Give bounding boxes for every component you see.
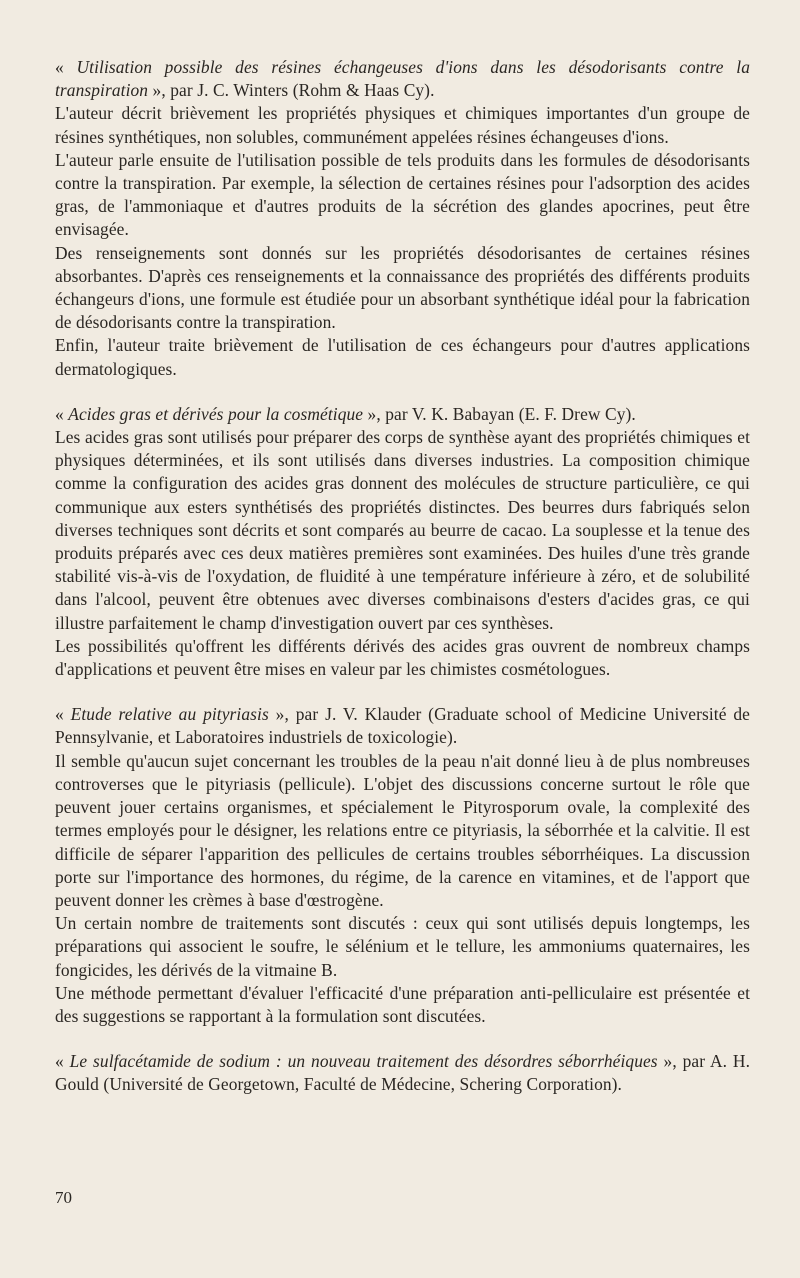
abstract-2 (55, 403, 750, 681)
abstract-paragraph: Enfin, l'auteur traite brièvement de l'utilisation de ces échangeurs pour d'autres applications dermatologiques. (55, 335, 750, 379)
abstract-1 (55, 56, 750, 381)
abstract-heading: « Utilisation possible des résines échangeuses d'ions dans les désodorisants contre la transpiration », par J. C. Winters (Rohm & Haas Cy). (55, 57, 750, 101)
article-byline: », par J. C. Winters (Rohm & Haas Cy). (148, 80, 435, 101)
abstract-paragraph: Un certain nombre de traitements sont discutés : ceux qui sont utilisés depuis longtemps, les préparations qui associent le soufre, le sélénium et le tellure, les ammoniums quaternaires, les fongicides, les dérivés de la vitmaine B. (55, 913, 750, 980)
abstract-3 (55, 703, 750, 1028)
abstract-paragraph: L'auteur décrit brièvement les propriétés physiques et chimiques importantes d'un groupe de résines synthétiques, non solubles, communément appelées résines échangeuses d'ions. (55, 103, 750, 147)
abstract-paragraph: L'auteur parle ensuite de l'utilisation possible de tels produits dans les formules de désodorisants contre la transpiration. Par exemple, la sélection de certaines résines pour l'adsorption des acides gras, de l'ammoniaque et d'autres produits de la sécrétion des glandes apocrines, peut être envisagée. (55, 149, 750, 240)
abstract-paragraph: Des renseignements sont donnés sur les propriétés désodorisantes de certaines résines absorbantes. D'après ces renseignements et la connaissance des propriétés des différents produits échangeurs d'ions, une formule est étudiée pour un absorbant synthétique idéal pour la fabrication de désodorisants contre la transpiration. (55, 242, 750, 333)
abstract-paragraph: Une méthode permettant d'évaluer l'efficacité d'une préparation anti-pelliculaire est présentée et des suggestions se rapportant à la formulation sont discutées. (55, 982, 750, 1026)
abstract-paragraph: Il semble qu'aucun sujet concernant les troubles de la peau n'ait donné lieu à de plus nombreuses controverses que le pityriasis (pellicule). L'objet des discussions concerne surtout le rôle que peuvent jouer certains organismes, et spécialement le Pityrosporum ovale, la complexité des termes employés pour le désigner, les relations entre ce pityriasis, la séborrhée et la calvitie. Il est difficile de séparer l'apparition des pellicules de certains troubles séborrhéiques. La discussion porte sur l'importance des hormones, du régime, de la carence en vitamines, et de l'apport que peuvent donner les crèmes à base d'œstrogène. (55, 750, 750, 910)
abstract-paragraph: Les acides gras sont utilisés pour préparer des corps de synthèse ayant des propriétés chimiques et physiques déterminées, et ils sont utilisés dans diverses industries. La composition chimique comme la configuration des acides gras donnent des molécules de structure particulière, ce qui communique aux esters synthétisés des propriétés distinctes. Des beurres durs fabriqués selon diverses techniques sont décrits et sont comparés au beurre de cacao. La souplesse et la tenue des produits préparés avec ces deux matières premières sont examinées. Des huiles d'une très grande stabilité vis-à-vis de l'oxydation, de fluidité à une température inférieure à zéro, et de solubilité dans l'alcool, peuvent être obtenues avec diverses combinaisons d'esters d'acides gras, ce qui illustre parfaitement le champ d'investigation ouvert par ces synthèses. (55, 427, 750, 633)
article-byline: », par A. H. Gould (Université de Georgetown, Faculté de Médecine, Schering Corporation). (55, 1051, 751, 1095)
article-byline: », par V. K. Babayan (E. F. Drew Cy). (363, 403, 636, 424)
article-title: Etude relative au pityriasis (70, 704, 269, 725)
page-number: 70 (55, 1188, 72, 1207)
abstract-heading: « Etude relative au pityriasis », par J. V. Klauder (Graduate school of Medicine Université de Pennsylvanie, et Laboratoires industriels de toxicologie). (55, 704, 750, 748)
abstract-heading: « Acides gras et dérivés pour la cosmétique », par V. K. Babayan (E. F. Drew Cy). (55, 403, 636, 424)
article-title: Utilisation possible des résines échangeuses d'ions dans les désodorisants contre la transpiration (55, 57, 750, 101)
article-title: Le sulfacétamide de sodium : un nouveau traitement des désordres séborrhéiques (69, 1051, 658, 1072)
abstract-paragraph: Les possibilités qu'offrent les différents dérivés des acides gras ouvrent de nombreux champs d'applications et peuvent être mises en valeur par les chimistes cosmétologues. (55, 635, 750, 680)
article-byline: », par J. V. Klauder (Graduate school of Medicine Université de Pennsylvanie, et Laboratoires industriels de toxicologie). (55, 704, 750, 748)
article-title: Acides gras et dérivés pour la cosmétique (68, 403, 364, 424)
abstract-heading: « Le sulfacétamide de sodium : un nouveau traitement des désordres séborrhéiques », par A. H. Gould (Université de Georgetown, Faculté de Médecine, Schering Corporation). (55, 1051, 751, 1095)
abstract-4 (55, 1050, 750, 1096)
